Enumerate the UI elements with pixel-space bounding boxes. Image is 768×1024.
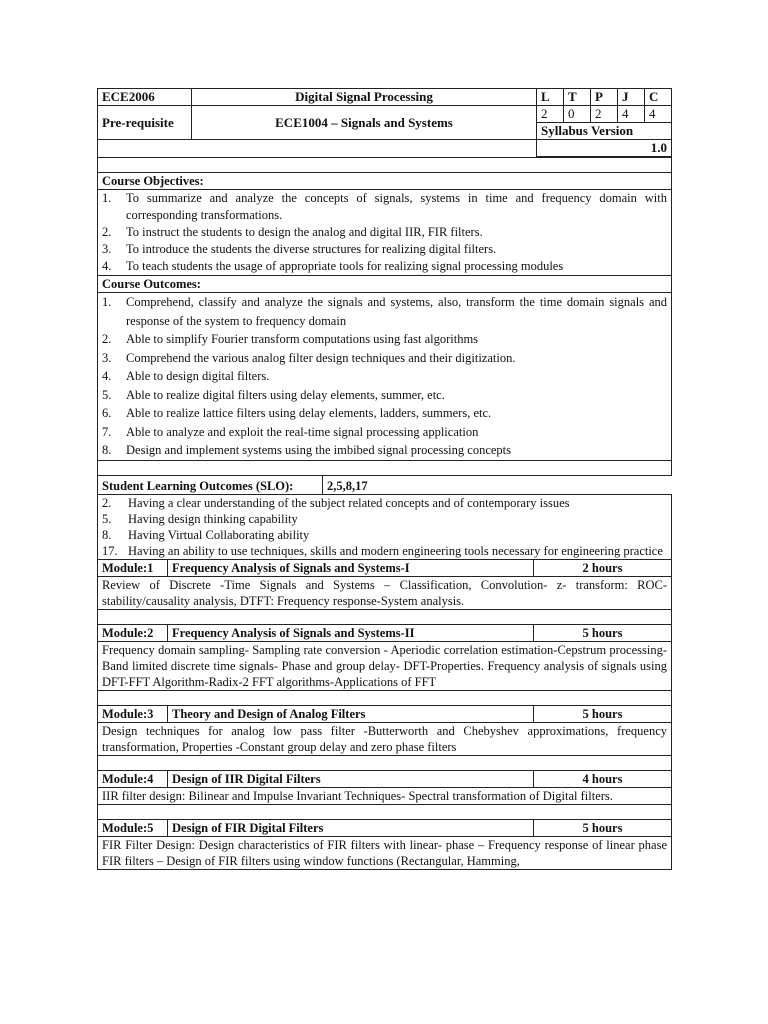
module-description-2: Frequency domain sampling- Sampling rate conversion - Aperiodic correlation estimation-Cepstrum processing- Band limited discrete time signals- Phase and group delay- DFT-Properties. Frequency analysis of signals using DFT-FFT Algorithm-Radix-2 FFT algorithms-Applications of FFT (98, 641, 672, 690)
objective-item: 3. To introduce the students the diverse structures for realizing digital filters. (102, 242, 497, 256)
module-label: Module:3 (98, 705, 168, 722)
course-code: ECE2006 (98, 89, 192, 106)
module-header-2 (98, 624, 672, 641)
course-title: Digital Signal Processing (192, 89, 537, 106)
outcomes-title: Course Outcomes: (98, 276, 672, 293)
ltpjc-value-p: 2 (591, 106, 618, 123)
outcome-item: 3. Comprehend the various analog filter design techniques and their digitization. (102, 350, 516, 365)
outcome-item: 4. Able to design digital filters. (102, 369, 270, 383)
module-title: Frequency Analysis of Signals and Systems-II (168, 624, 534, 641)
slo-item: 2. Having a clear understanding of the subject related concepts and of contemporary issues (102, 495, 570, 510)
spacer-row (98, 690, 672, 705)
ltpjc-label-c: C (645, 89, 672, 106)
module-description-1: Review of Discrete -Time Signals and Systems – Classification, Convolution- z- transform: ROC-stability/causality analysis, DTFT: Frequency response-System analysis. (98, 576, 672, 609)
outcome-item: 8. Design and implement systems using the imbibed signal processing concepts (102, 443, 512, 457)
spacer-row (98, 804, 672, 819)
module-label: Module:5 (98, 819, 168, 836)
outcomes-list (102, 293, 667, 460)
syllabus-document (97, 88, 671, 870)
prereq-label: Pre-requisite (98, 106, 192, 140)
outcome-item: 7. Able to analyze and exploit the real-time signal processing application (102, 424, 479, 439)
module-hours: 5 hours (534, 624, 672, 641)
outcomes-list-cell (98, 293, 672, 461)
slo-item: 8. Having Virtual Collaborating ability (102, 527, 310, 542)
module-header-5 (98, 819, 672, 836)
slo-list-cell (98, 494, 672, 559)
ltpjc-value-j: 4 (618, 106, 645, 123)
module-title: Frequency Analysis of Signals and Systems-I (168, 559, 534, 576)
objectives-title: Course Objectives: (98, 173, 672, 190)
module-label: Module:4 (98, 770, 168, 787)
module-title: Design of FIR Digital Filters (168, 819, 534, 836)
course-body-table (97, 157, 672, 870)
outcome-item: 2. Able to simplify Fourier transform computations using fast algorithms (102, 332, 479, 346)
objective-item: 2. To instruct the students to design the analog and digital IIR, FIR filters. (102, 225, 483, 239)
blank-cell (98, 140, 537, 157)
spacer-row (98, 460, 672, 475)
module-header-4 (98, 770, 672, 787)
module-description-4: IIR filter design: Bilinear and Impulse Invariant Techniques- Spectral transformation of Digital filters. (98, 787, 672, 804)
module-label: Module:1 (98, 559, 168, 576)
ltpjc-label-j: J (618, 89, 645, 106)
module-hours: 2 hours (534, 559, 672, 576)
spacer-row (98, 158, 672, 173)
module-header-3 (98, 705, 672, 722)
module-description-3: Design techniques for analog low pass filter -Butterworth and Chebyshev approximations, frequency transformation, Properties -Constant group delay and zero phase filters (98, 722, 672, 755)
syllabus-version-value: 1.0 (537, 140, 672, 157)
outcome-item: 5. Able to realize digital filters using delay elements, summer, etc. (102, 387, 445, 402)
outcome-item: 1. Comprehend, classify and analyze the signals and systems, also, transform the time domain signals and response of the system to frequency domain (102, 295, 667, 328)
outcome-item: 6. Able to realize lattice filters using delay elements, ladders, summers, etc. (102, 406, 492, 420)
ltpjc-value-t: 0 (564, 106, 591, 123)
course-header-table (97, 88, 672, 157)
objective-item: 4. To teach students the usage of appropriate tools for realizing signal processing modules (102, 259, 564, 273)
syllabus-version-label: Syllabus Version (537, 123, 672, 140)
ltpjc-label-l: L (537, 89, 564, 106)
objective-item: 1. To summarize and analyze the concepts of signals, systems in time and frequency domain with corresponding transformations. (102, 191, 667, 222)
module-hours: 4 hours (534, 770, 672, 787)
prereq-value: ECE1004 – Signals and Systems (192, 106, 537, 140)
module-description-5: FIR Filter Design: Design characteristics of FIR filters with linear- phase – Frequency response of linear phase FIR filters – Design of FIR filters using window functions (Rectangular, Hamming, (98, 836, 672, 869)
ltpjc-label-t: T (564, 89, 591, 106)
slo-label: Student Learning Outcomes (SLO): (98, 475, 323, 494)
spacer-row (98, 755, 672, 770)
module-title: Theory and Design of Analog Filters (168, 705, 534, 722)
module-hours: 5 hours (534, 819, 672, 836)
objectives-list-cell (98, 190, 672, 276)
slo-item: 5. Having design thinking capability (102, 511, 298, 526)
module-header-1 (98, 559, 672, 576)
spacer-row (98, 609, 672, 624)
objectives-list (102, 190, 667, 275)
slo-item: 17. Having an ability to use techniques, skills and modern engineering tools necessary for engineering practice (102, 543, 663, 558)
ltpjc-value-c: 4 (645, 106, 672, 123)
ltpjc-value-l: 2 (537, 106, 564, 123)
ltpjc-label-p: P (591, 89, 618, 106)
module-title: Design of IIR Digital Filters (168, 770, 534, 787)
module-label: Module:2 (98, 624, 168, 641)
slo-value: 2,5,8,17 (323, 475, 672, 494)
module-hours: 5 hours (534, 705, 672, 722)
